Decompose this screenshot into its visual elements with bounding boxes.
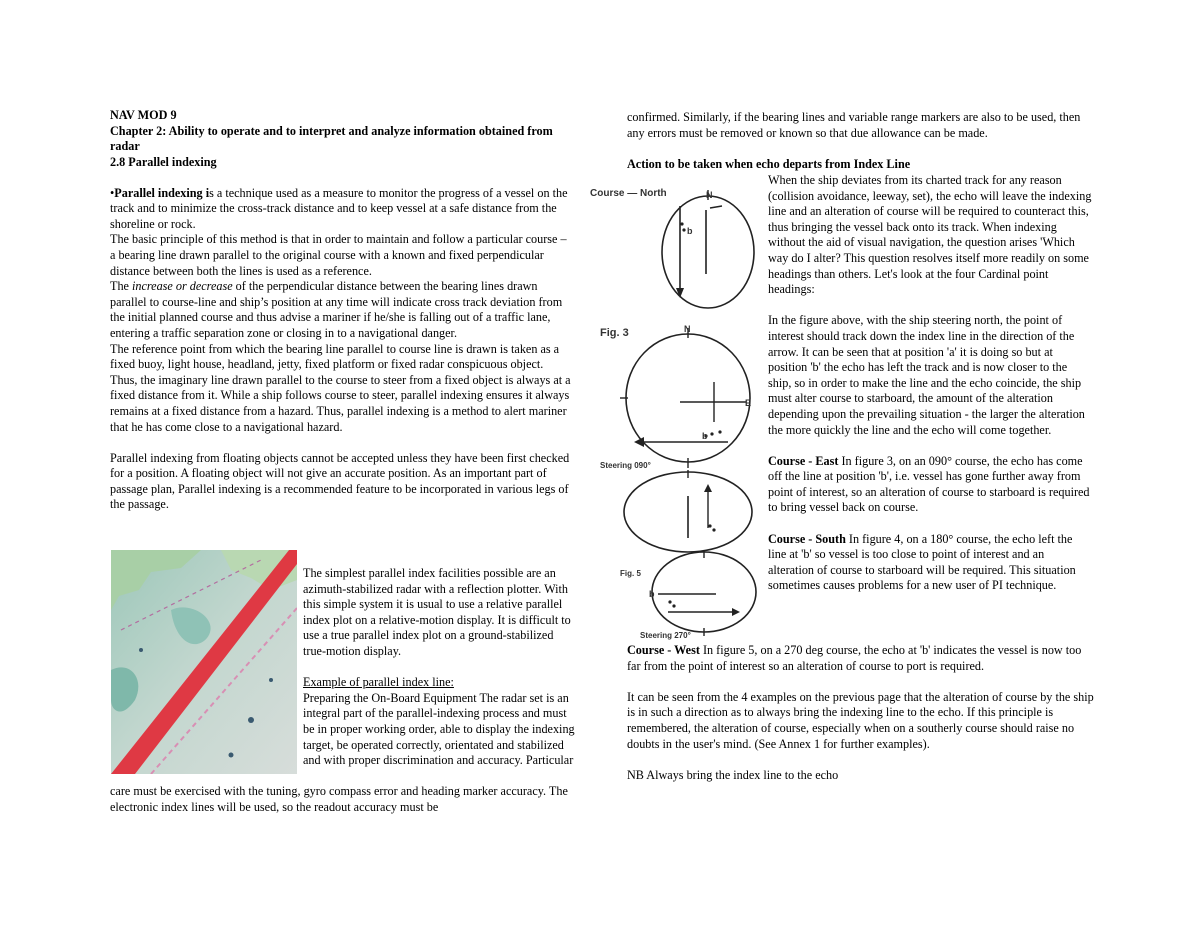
confirmed-paragraph: confirmed. Similarly, if the bearing lines and variable range markers are also to be used, then any errors must be removed or known so that due allowance can be made. xyxy=(627,110,1081,140)
intro-text: s a technique used as a measure to monitor the progress of a vessel on the track and to minimize the cross-track distance and to keep vessel at a safe distance from the shoreline or rock. xyxy=(110,185,568,231)
right-narrow-text xyxy=(768,173,1093,594)
course-east-label: Course - East xyxy=(768,453,839,468)
deviation-paragraph xyxy=(110,279,572,341)
east-marker: E xyxy=(745,398,752,408)
floating-objects-paragraph: Parallel indexing from floating objects cannot be accepted unless they have been first checked for a position. A floating object will not give an accurate position. As an important part of passage plan, Parallel indexing is a recommended feature to be incorporated in various legs of the passage. xyxy=(110,450,570,512)
deviation-explanation: When the ship deviates from its charted track for any reason (collision avoidance, leeway, set), the echo will leave the indexing line and an alteration of course will be required to counteract this, thus bringing the vessel back onto its track. When indexing without the aid of visual navigation, the question arises 'Which way do I alter? This question resolves itself more readily on some headings than others. Let's look at the four Cardinal point headings: xyxy=(768,173,1092,297)
example-heading: Example of parallel index line: xyxy=(303,675,454,690)
module-title: NAV MOD 9 xyxy=(110,108,177,122)
south-radar-diagram xyxy=(612,468,764,554)
west-radar-diagram xyxy=(612,550,764,638)
north-explanation: In the figure above, with the ship steering north, the point of interest should track down the index line in the direction of the arrow. It can be seen that at position 'a' it is doing so but at position 'b' the echo has left the track and is now closer to the ship, so in order to make the line and the echo coincide, the ship must alter course to starboard, the amount of the alteration depending upon the prevailing situation - the larger the alteration the more quickly the line and the echo will come together. xyxy=(768,313,1085,437)
chart-photo-image xyxy=(111,550,297,774)
summary-paragraph: It can be seen from the 4 examples on the previous page that the alteration of course by the ship is in such a direction as to always bring the indexing line to the echo. If this principle is remembered, the alteration of course, especially when on a southerly course should raise no doubts in the user's mind. (See Annex 1 for further examples). xyxy=(627,689,1094,751)
north-marker-2: N xyxy=(684,324,691,334)
chapter-title: Chapter 2: Ability to operate and to interpret and analyze information obtained from radar xyxy=(110,123,553,153)
position-b-label-5: b xyxy=(649,589,655,599)
deviation-text: of the perpendicular distance between the bearing lines drawn parallel to course-line and ship’s position at any time will indicate cross track deviation from the initial planned course and thus advise a mariner if he/she is falling out of a traffic lane, entering a traffic separation zone or closing in to a navigational danger. xyxy=(110,279,563,340)
figure-north-title: Course — North xyxy=(590,188,667,199)
section-title: 2.8 Parallel indexing xyxy=(110,154,217,169)
simplest-facilities-paragraph: The simplest parallel index facilities possible are an azimuth-stabilized radar with a reflection plotter. With this simple system it is usual to use a relative parallel index plot on a relative-motion display. It is difficult to use a true parallel index plot on a ground-stabilized true-motion display. xyxy=(303,566,571,658)
photo-side-text xyxy=(303,566,575,769)
principle-paragraph: The basic principle of this method is that in order to maintain and follow a particular course – a bearing line drawn parallel to the original course with a known and fixed perpendicular distance between both the lines is used as a reference. xyxy=(110,232,567,278)
position-b-label-2: b xyxy=(702,431,708,441)
action-heading: Action to be taken when echo departs from Index Line xyxy=(627,156,911,171)
steering-090-label: Steering 090° xyxy=(600,461,651,470)
steering-270-label: Steering 270° xyxy=(640,631,691,640)
figure-course-south xyxy=(612,468,764,554)
left-bottom-text xyxy=(110,784,572,815)
deviation-lead: The xyxy=(110,279,132,294)
bullet: • xyxy=(110,185,115,200)
course-south-paragraph xyxy=(768,532,1093,594)
north-radar-diagram xyxy=(590,184,766,314)
course-west-paragraph xyxy=(627,643,1097,674)
intro-term: Parallel indexing i xyxy=(114,185,210,200)
intro-paragraph xyxy=(110,186,572,233)
figure-course-west xyxy=(612,550,764,638)
course-east-text: In figure 3, on an 090° course, the echo has come off the line at position 'b', i.e. vessel has gone further away from point of interest, so an alteration of course to starboard is required to bring vessel back on course. xyxy=(768,453,1090,515)
course-south-label: Course - South xyxy=(768,531,846,546)
right-bottom-text xyxy=(627,643,1097,783)
course-west-label: Course - West xyxy=(627,643,700,657)
reference-paragraph: The reference point from which the bearing line parallel to course line is drawn is taken as a fixed buoy, light house, headland, jetty, fixed platform or fixed radar conspicuous object. Thus, the imaginary line drawn parallel to the course to steer from a fixed object is always at a fixed distance from it. While a ship follows course to steer, parallel indexing ensures it always remains at a fixed distance from a hazard. Thus, parallel indexing is a method to alert mariner that he has come close to a navigational hazard. xyxy=(110,341,571,434)
north-marker-1: N xyxy=(706,190,713,200)
figure-course-north xyxy=(590,184,766,314)
course-south-text: In figure 4, on a 180° course, the echo left the line at 'b' so vessel is too close to point of interest and an alteration of course to starboard will be required. This situation sometimes causes problems for a new user of PI technique. xyxy=(768,531,1076,593)
east-radar-diagram xyxy=(598,318,766,470)
course-east-paragraph xyxy=(768,454,1093,516)
care-paragraph: care must be exercised with the tuning, gyro compass error and heading marker accuracy. The electronic index lines will be used, so the readout accuracy must be xyxy=(110,784,568,814)
right-top-text xyxy=(627,110,1097,172)
deviation-italic: increase or decrease xyxy=(132,279,233,294)
chart-photo xyxy=(111,550,297,774)
left-column xyxy=(110,108,572,513)
position-b-label-1: b xyxy=(687,226,693,236)
equipment-paragraph: Preparing the On-Board Equipment The radar set is an integral part of the parallel-indexing process and must be in proper working order, able to display the indexing target, be operated correctly, orientated and stabilized and with proper discrimination and accuracy. Particular xyxy=(303,690,575,768)
figure-course-east xyxy=(598,318,766,470)
nb-note: NB Always bring the index line to the echo xyxy=(627,767,839,782)
figure-3-title: Fig. 3 xyxy=(600,327,629,339)
figure-5-title: Fig. 5 xyxy=(620,569,641,578)
course-west-text: In figure 5, on a 270 deg course, the echo at 'b' indicates the vessel is now too far from the point of interest so an alteration of course to port is required. xyxy=(627,643,1082,673)
